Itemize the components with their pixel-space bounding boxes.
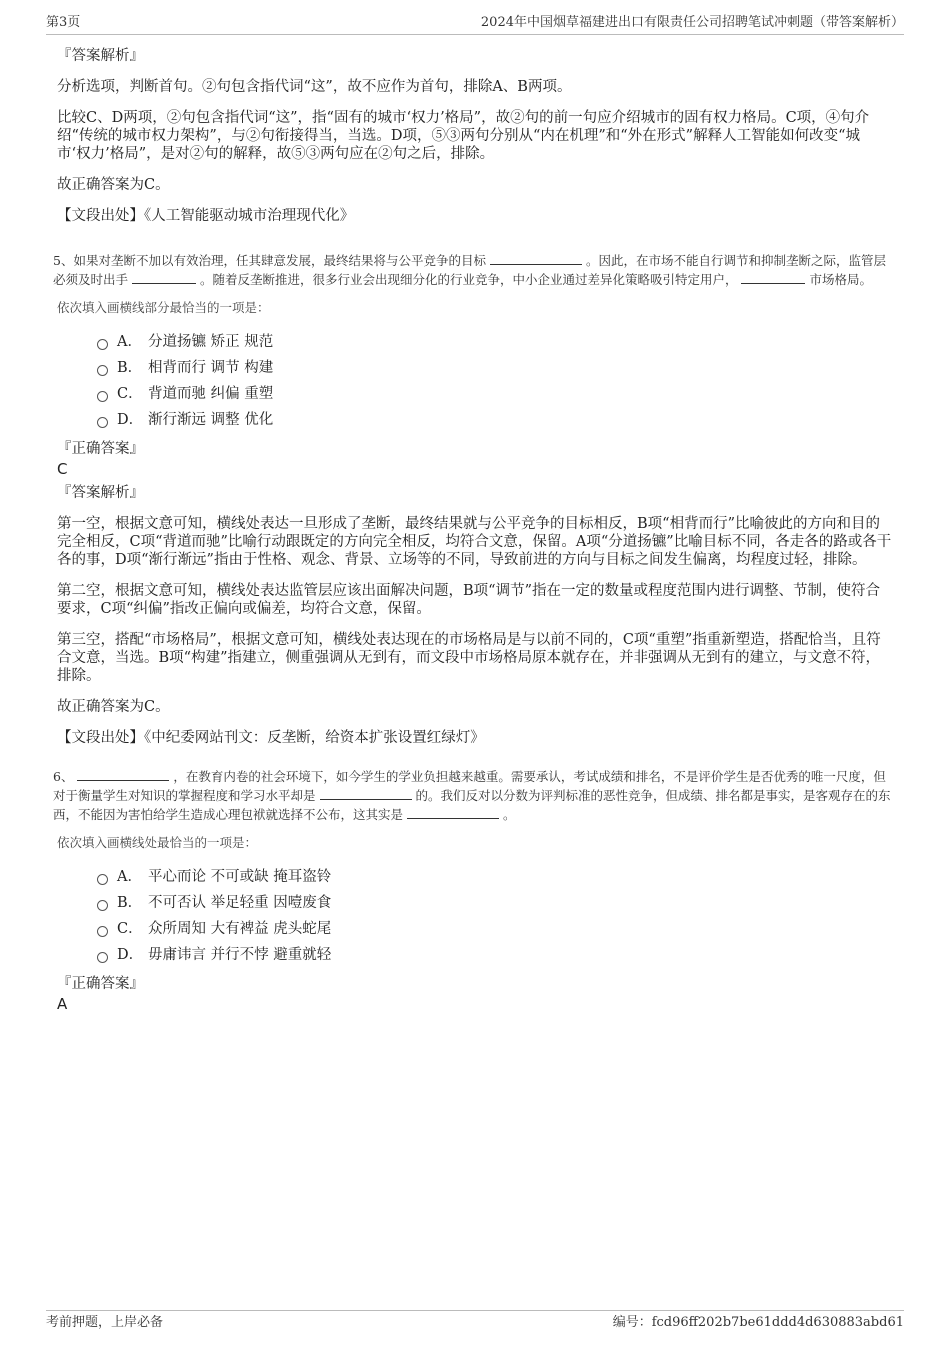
- document-title: 2024年中国烟草福建进出口有限责任公司招聘笔试冲刺题（带答案解析）: [480, 15, 904, 30]
- q5-options: [97, 329, 893, 433]
- q5-blank-3: [741, 270, 805, 284]
- q5-analysis-paragraph: 第三空，搭配“市场格局”，根据文意可知，横线处表达现在的市场格局是与以前不同的，C项“重塑”指重新塑造，搭配恰当，且符合文意，当选。B项“构建”指建立，侧重强调从无到有，而文段中市场格局原本就存在，并非强调从无到有的建立，与文意不符，排除。: [57, 632, 881, 684]
- document-id: 编号：fcd96ff202b7be61ddd4d630883abd61: [612, 1315, 904, 1330]
- q4-analysis-paragraph: 分析选项，判断首句。②句包含指代词“这”，故不应作为首句，排除A、B两项。: [57, 79, 572, 95]
- q4-analysis-paragraph: 比较C、D两项，②句包含指代词“这”，指“固有的城市‘权力’格局”，故②句的前一句应介绍城市的固有权力格局。C项，④句介绍“传统的城市权力架构”，与②句衔接得当，当选。D项，⑤③两句分别从“内在机理”和“外在形式”解释人工智能如何改变“城市‘权力’格局”，是对②句的解释，故⑤③两句应在②句之后，排除。: [57, 110, 870, 162]
- q5-option-c[interactable]: C． 背道而驰 纠偏 重塑: [97, 381, 893, 407]
- q5-answer-label: 『正确答案』: [57, 441, 144, 457]
- q6-stem: 6、 ，在教育内卷的社会环境下，如今学生的学业负担越来越重。需要承认，考试成绩和排名，不是评价学生是否优秀的唯一尺度，但对于衡量学生对知识的掌握程度和学习水平却是 的。我们反对以分数为评判标准的恶性竞争，但成绩、排名都是事实，是客观存在的东西，不能因为害怕给学生造成心理包袱就选择不公布，这其实是 。: [53, 769, 891, 822]
- radio-button[interactable]: [97, 339, 108, 350]
- q5-answer: C: [57, 460, 68, 478]
- radio-button[interactable]: [97, 926, 108, 937]
- q6-blank-2: [320, 786, 412, 800]
- radio-button[interactable]: [97, 900, 108, 911]
- q6-option-b[interactable]: B． 不可否认 举足轻重 因噎废食: [97, 890, 893, 916]
- footer-slogan: 考前押题，上岸必备: [46, 1315, 164, 1330]
- q5-option-b[interactable]: B． 相背而行 调节 构建: [97, 355, 893, 381]
- q4-source: 【文段出处】《人工智能驱动城市治理现代化》: [57, 208, 355, 224]
- page-number: 第3页: [46, 15, 81, 30]
- q6-blank-1: [77, 767, 169, 781]
- q5-conclusion: 故正确答案为C。: [57, 699, 170, 715]
- page-header: [46, 14, 904, 35]
- document-body: [53, 46, 893, 1018]
- q5-blank-2: [132, 270, 196, 284]
- q6-option-c[interactable]: C． 众所周知 大有裨益 虎头蛇尾: [97, 916, 893, 942]
- q5-option-d[interactable]: D． 渐行渐远 调整 优化: [97, 407, 893, 433]
- radio-button[interactable]: [97, 391, 108, 402]
- q6-options: [97, 864, 893, 968]
- q5-stem: 5、如果对垄断不加以有效治理，任其肆意发展，最终结果将与公平竞争的目标 。因此，在市场不能自行调节和抑制垄断之际，监管层必须及时出手 。随着反垄断推进，很多行业会出现细分化的行业竞争，中小企业通过差异化策略吸引特定用户， 市场格局。: [53, 253, 886, 287]
- q5-source: 【文段出处】《中纪委网站刊文：反垄断，给资本扩张设置红绿灯》: [57, 730, 485, 746]
- q6-option-a[interactable]: A． 平心而论 不可或缺 掩耳盗铃: [97, 864, 893, 890]
- page-footer: [46, 1310, 904, 1333]
- q5-option-a[interactable]: A． 分道扬镳 矫正 规范: [97, 329, 893, 355]
- q4-analysis-label: 『答案解析』: [57, 48, 144, 64]
- q6-answer: A: [57, 995, 68, 1013]
- q6-instruction: 依次填入画横线处最恰当的一项是：: [57, 835, 258, 850]
- radio-button[interactable]: [97, 952, 108, 963]
- radio-button[interactable]: [97, 365, 108, 376]
- radio-button[interactable]: [97, 874, 108, 885]
- q5-analysis-paragraph: 第一空，根据文意可知，横线处表达一旦形成了垄断，最终结果就与公平竞争的目标相反，B项“相背而行”比喻彼此的方向和目的完全相反，C项“背道而驰”比喻行动跟既定的方向完全相反，均符合文意，保留。A项“分道扬镳”比喻目标不同，各走各的路或各干各的事，D项“渐行渐远”指由于性格、观念、背景、立场等的不同，导致前进的方向与目标之间发生偏离，均程度过轻，排除。: [57, 516, 892, 568]
- q5-blank-1: [490, 251, 582, 265]
- radio-button[interactable]: [97, 417, 108, 428]
- q6-answer-label: 『正确答案』: [57, 976, 144, 992]
- q5-instruction: 依次填入画横线部分最恰当的一项是：: [57, 300, 270, 315]
- q6-option-d[interactable]: D． 毋庸讳言 并行不悖 避重就轻: [97, 942, 893, 968]
- q4-conclusion: 故正确答案为C。: [57, 177, 170, 193]
- q5-analysis-label: 『答案解析』: [57, 485, 144, 501]
- q5-analysis-paragraph: 第二空，根据文意可知，横线处表达监管层应该出面解决问题，B项“调节”指在一定的数量或程度范围内进行调整、节制，使符合要求，C项“纠偏”指改正偏向或偏差，均符合文意，保留。: [57, 583, 880, 617]
- q6-blank-3: [407, 805, 499, 819]
